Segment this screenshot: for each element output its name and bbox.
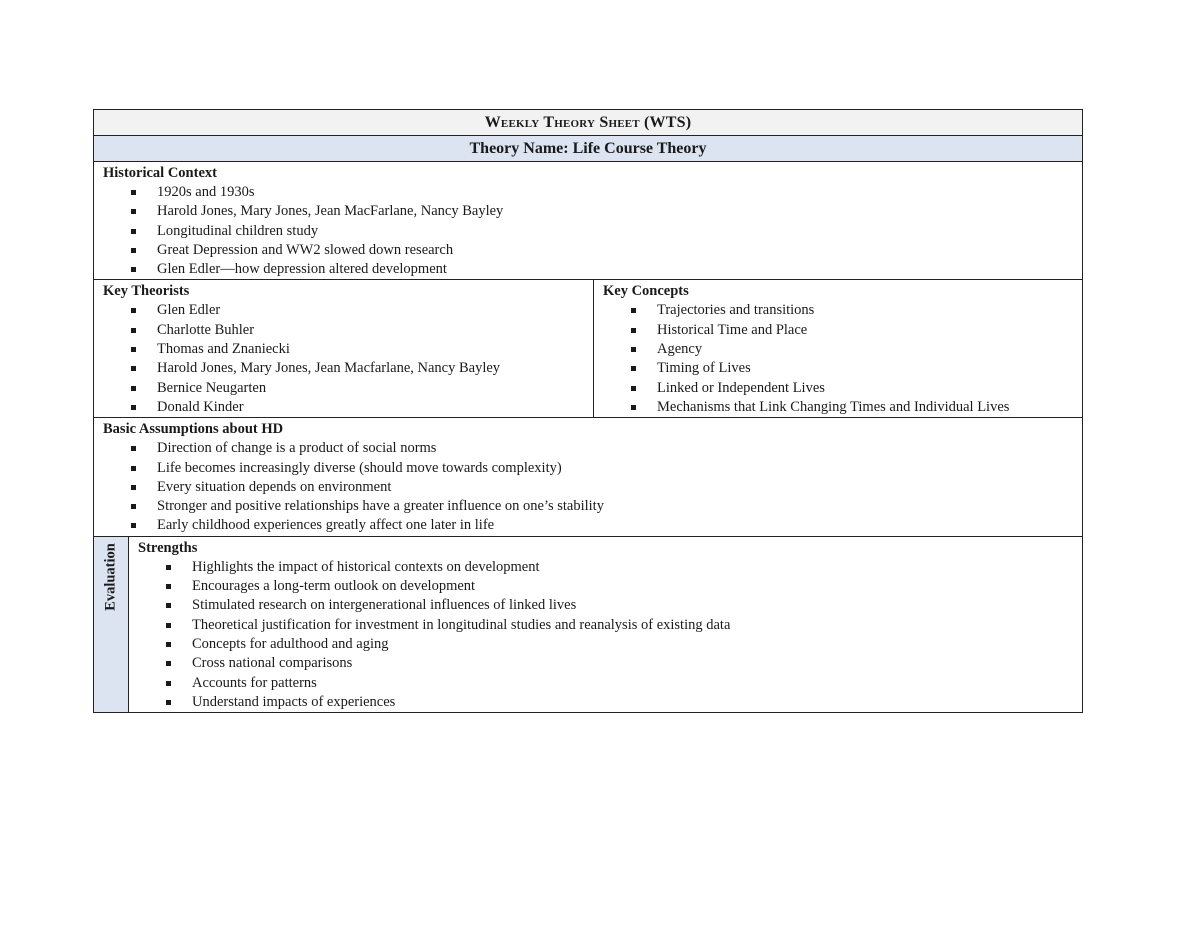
list-item: Timing of Lives — [603, 359, 1082, 378]
bullet-icon — [131, 405, 136, 410]
list-item: Bernice Neugarten — [103, 379, 593, 398]
list-item: Linked or Independent Lives — [603, 379, 1082, 398]
basic-assumptions-list — [103, 439, 1082, 535]
key-theorists-heading: Key Theorists — [103, 283, 190, 300]
bullet-icon — [631, 405, 636, 410]
bullet-icon — [131, 209, 136, 214]
bullet-icon — [131, 523, 136, 528]
bullet-icon — [166, 661, 171, 666]
theory-name: Theory Name: Life Course Theory — [94, 136, 1082, 162]
basic-assumptions-section — [94, 418, 1082, 536]
bullet-icon — [131, 267, 136, 272]
list-item: Highlights the impact of historical contexts on development — [138, 558, 1082, 577]
strengths-heading: Strengths — [138, 539, 198, 556]
list-item: Thomas and Znaniecki — [103, 340, 593, 359]
weekly-theory-sheet-table — [93, 109, 1083, 713]
list-item: Great Depression and WW2 slowed down research — [103, 241, 1082, 260]
list-item: Donald Kinder — [103, 398, 593, 417]
bullet-icon — [166, 642, 171, 647]
list-item: Harold Jones, Mary Jones, Jean MacFarlane, Nancy Bayley — [103, 202, 1082, 221]
bullet-icon — [131, 229, 136, 234]
bullet-icon — [166, 623, 171, 628]
list-item: Accounts for patterns — [138, 674, 1082, 693]
bullet-icon — [131, 308, 136, 313]
basic-assumptions-heading: Basic Assumptions about HD — [103, 421, 284, 438]
list-item: Early childhood experiences greatly affect one later in life — [103, 516, 1082, 535]
list-item: Stimulated research on intergenerational influences of linked lives — [138, 596, 1082, 615]
key-concepts-list — [603, 301, 1082, 417]
bullet-icon — [131, 248, 136, 253]
bullet-icon — [631, 328, 636, 333]
list-item: Glen Edler—how depression altered development — [103, 260, 1082, 279]
bullet-icon — [166, 681, 171, 686]
evaluation-label: Evaluation — [102, 542, 119, 611]
theorists-concepts-row — [94, 280, 1082, 418]
list-item: Every situation depends on environment — [103, 478, 1082, 497]
list-item: Cross national comparisons — [138, 654, 1082, 673]
bullet-icon — [131, 366, 136, 371]
strengths-list — [138, 558, 1082, 712]
list-item: Theoretical justification for investment in longitudinal studies and reanalysis of existing data — [138, 616, 1082, 635]
bullet-icon — [131, 485, 136, 490]
bullet-icon — [131, 504, 136, 509]
list-item: Stronger and positive relationships have a greater influence on one’s stability — [103, 497, 1082, 516]
bullet-icon — [131, 190, 136, 195]
bullet-icon — [631, 308, 636, 313]
list-item: Encourages a long-term outlook on development — [138, 577, 1082, 596]
bullet-icon — [131, 466, 136, 471]
list-item: Historical Time and Place — [603, 321, 1082, 340]
list-item: Mechanisms that Link Changing Times and Individual Lives — [603, 398, 1082, 417]
historical-context-list — [103, 183, 1082, 279]
key-concepts-section — [594, 280, 1082, 417]
bullet-icon — [166, 700, 171, 705]
bullet-icon — [131, 446, 136, 451]
key-concepts-heading: Key Concepts — [603, 283, 689, 300]
bullet-icon — [131, 328, 136, 333]
list-item: Longitudinal children study — [103, 222, 1082, 241]
key-theorists-list — [103, 301, 593, 417]
bullet-icon — [631, 386, 636, 391]
bullet-icon — [166, 603, 171, 608]
bullet-icon — [131, 386, 136, 391]
bullet-icon — [131, 347, 136, 352]
list-item: Life becomes increasingly diverse (should move towards complexity) — [103, 459, 1082, 478]
evaluation-side-cell — [94, 537, 129, 712]
bullet-icon — [631, 366, 636, 371]
list-item: 1920s and 1930s — [103, 183, 1082, 202]
list-item: Charlotte Buhler — [103, 321, 593, 340]
sheet-title: Weekly Theory Sheet (WTS) — [94, 110, 1082, 136]
bullet-icon — [631, 347, 636, 352]
bullet-icon — [166, 565, 171, 570]
list-item: Direction of change is a product of social norms — [103, 439, 1082, 458]
bullet-icon — [166, 584, 171, 589]
historical-context-section — [94, 162, 1082, 280]
list-item: Agency — [603, 340, 1082, 359]
key-theorists-section — [94, 280, 594, 417]
list-item: Understand impacts of experiences — [138, 693, 1082, 712]
list-item: Concepts for adulthood and aging — [138, 635, 1082, 654]
evaluation-section — [94, 537, 1082, 712]
list-item: Harold Jones, Mary Jones, Jean Macfarlane, Nancy Bayley — [103, 359, 593, 378]
historical-context-heading: Historical Context — [103, 165, 217, 181]
strengths-section — [129, 537, 1082, 712]
list-item: Glen Edler — [103, 301, 593, 320]
list-item: Trajectories and transitions — [603, 301, 1082, 320]
